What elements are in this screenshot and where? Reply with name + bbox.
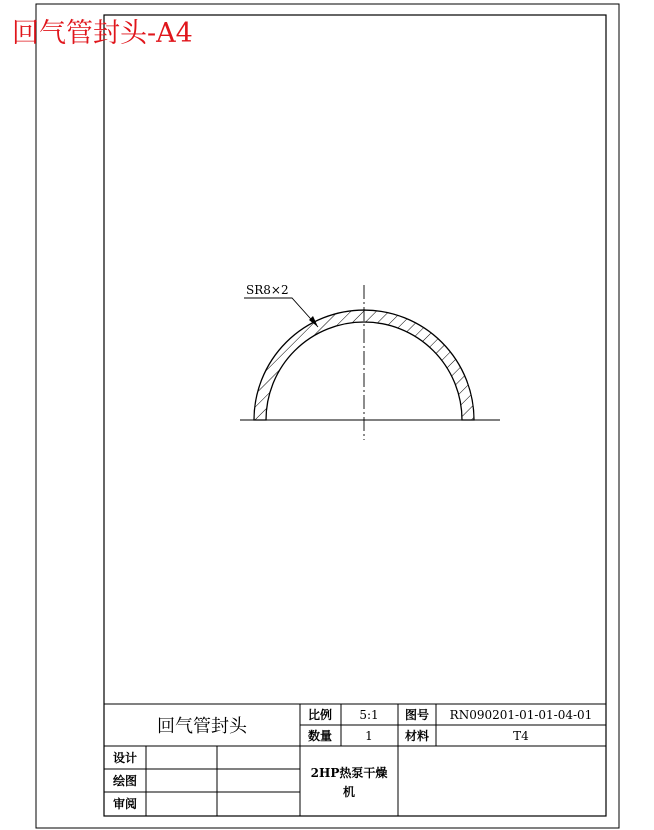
designer-label: 设计	[112, 751, 138, 765]
material-value: T4	[513, 729, 529, 743]
inner-frame	[104, 15, 606, 816]
dimension-label: SR8×2	[246, 283, 289, 297]
drafter-label: 绘图	[112, 774, 138, 788]
scale-value: 5:1	[359, 708, 379, 722]
sheet-title: 回气管封头-A4	[12, 18, 193, 49]
quantity-value: 1	[365, 729, 373, 743]
drawing-no-label: 图号	[404, 708, 430, 722]
quantity-label: 数量	[307, 729, 333, 743]
drawing-no-value: RN090201-01-01-04-01	[449, 708, 593, 722]
cap-section-view	[240, 283, 500, 440]
project-name-line1: 2HP热泵干燥	[310, 766, 388, 780]
project-name-line2: 机	[342, 785, 356, 799]
leader-line	[244, 298, 318, 327]
part-name: 回气管封头	[157, 716, 247, 737]
reviewer-label: 审阅	[112, 797, 138, 811]
scale-label: 比例	[307, 708, 333, 722]
title-block	[104, 704, 606, 816]
material-label: 材料	[404, 729, 430, 743]
